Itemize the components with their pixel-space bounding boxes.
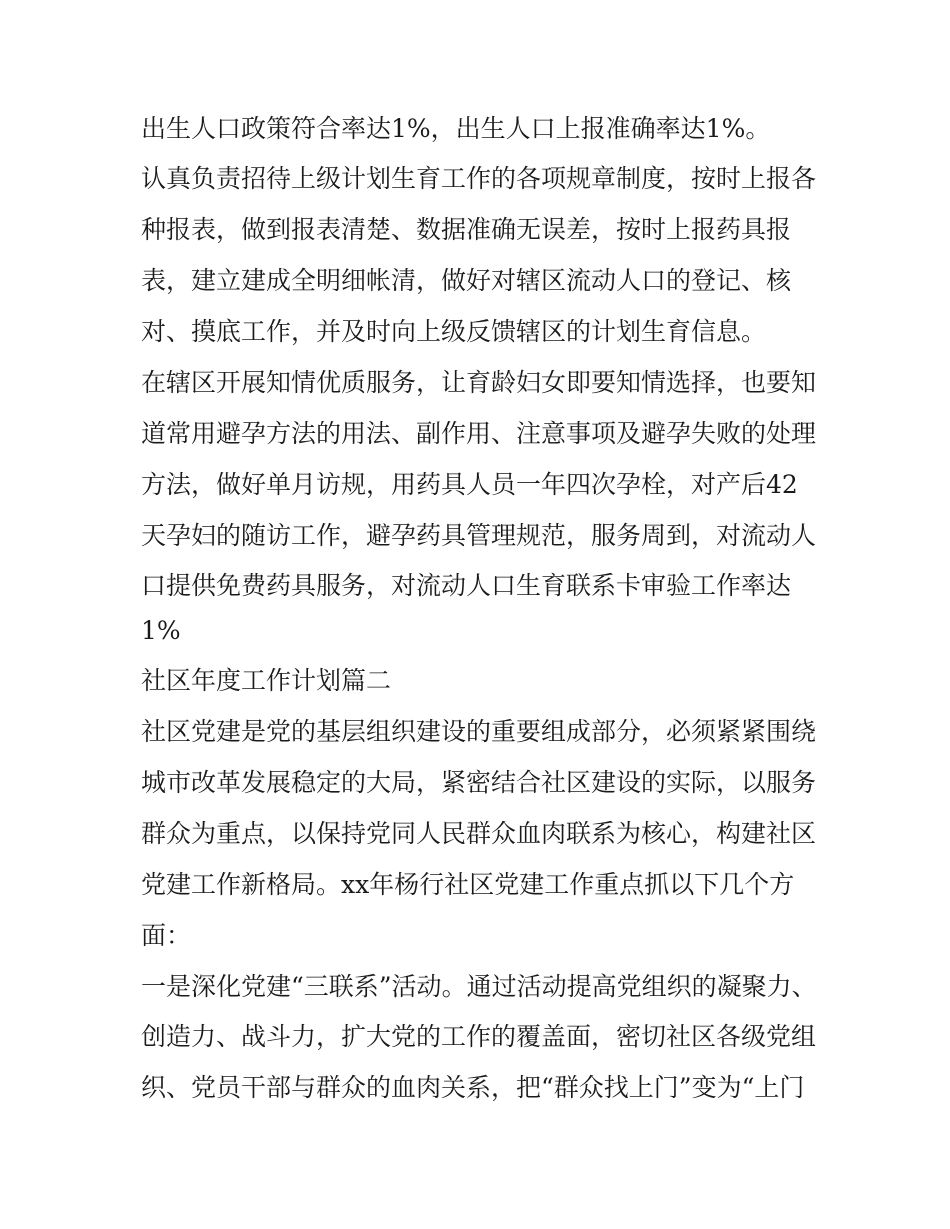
- text-line: 1%: [141, 616, 181, 645]
- text-line: 口提供免费药具服务，对流动人口生育联系卡审验工作率达: [141, 571, 792, 600]
- text-line: 创造力、战斗力，扩大党的工作的覆盖面，密切社区各级党组: [141, 1022, 817, 1051]
- text-line: 城市改革发展稳定的大局，紧密结合社区建设的实际，以服务: [141, 768, 817, 797]
- text-line: 认真负责招待上级计划生育工作的各项规章制度，按时上报各: [141, 164, 817, 193]
- text-line: 面：: [141, 921, 192, 950]
- text-line: 方法，做好单月访规，用药具人员一年四次孕栓，对产后42: [141, 470, 798, 499]
- text-line: 织、党员干部与群众的血肉关系，把“群众找上门”变为“上门: [141, 1073, 805, 1102]
- text-line: 表，建立建成全明细帐清，做好对辖区流动人口的登记、核: [141, 266, 792, 295]
- text-line: 社区党建是党的基层组织建设的重要组成部分，必须紧紧围绕: [141, 717, 817, 746]
- text-line: 群众为重点，以保持党同人民群众血肉联系为核心，构建社区: [141, 819, 817, 848]
- text-line: 一是深化党建“三联系”活动。通过活动提高党组织的凝聚力、: [141, 972, 817, 1001]
- text-line: 道常用避孕方法的用法、副作用、注意事项及避孕失败的处理: [141, 419, 817, 448]
- text-line: 在辖区开展知情优质服务，让育龄妇女即要知情选择，也要知: [141, 368, 817, 397]
- section-heading: 社区年度工作计划篇二: [141, 666, 392, 695]
- text-line: 对、摸底工作，并及时向上级反馈辖区的计划生育信息。: [141, 317, 767, 346]
- text-line: 出生人口政策符合率达1%，出生人口上报准确率达1%。: [141, 114, 771, 143]
- text-line: 党建工作新格局。xx年杨行社区党建工作重点抓以下几个方: [141, 870, 795, 899]
- text-line: 天孕妇的随访工作，避孕药具管理规范，服务周到，对流动人: [141, 521, 817, 550]
- text-line: 种报表，做到报表清楚、数据准确无误差，按时上报药具报: [141, 215, 792, 244]
